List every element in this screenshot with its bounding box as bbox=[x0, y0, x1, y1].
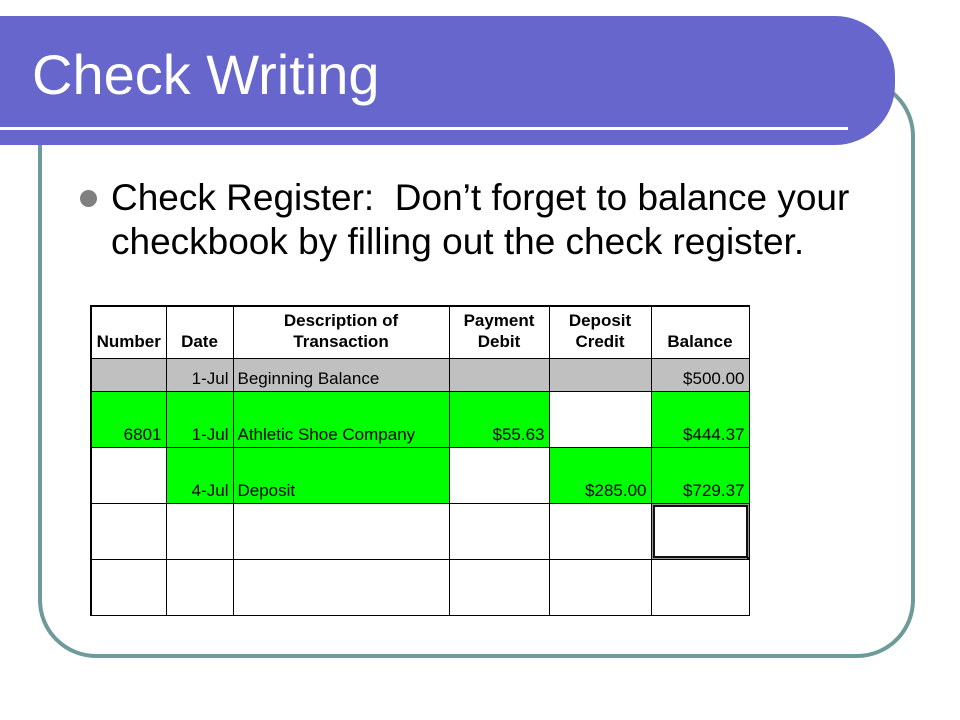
slide-title: Check Writing bbox=[32, 43, 380, 106]
cell-balance: $729.37 bbox=[651, 447, 749, 503]
cell-balance: $500.00 bbox=[651, 358, 749, 391]
cell-description-of-transaction: Athletic Shoe Company bbox=[233, 391, 449, 447]
cell-deposit-credit: $285.00 bbox=[549, 447, 651, 503]
register-header-row bbox=[91, 306, 749, 358]
cell-number: 6801 bbox=[91, 391, 166, 447]
cell-number bbox=[91, 358, 166, 391]
cell-deposit-credit bbox=[549, 503, 651, 559]
cell-payment-debit bbox=[449, 559, 549, 615]
column-header-date: Date bbox=[166, 306, 233, 358]
cell-deposit-credit bbox=[549, 391, 651, 447]
cell-number bbox=[91, 559, 166, 615]
cell-description-of-transaction bbox=[233, 503, 449, 559]
column-header-payment-debit: Payment Debit bbox=[449, 306, 549, 358]
cell-date: 1-Jul bbox=[166, 358, 233, 391]
cell-description-of-transaction: Deposit bbox=[233, 447, 449, 503]
cell-deposit-credit bbox=[549, 559, 651, 615]
column-header-balance: Balance bbox=[651, 306, 749, 358]
register-row bbox=[91, 391, 749, 447]
cell-number bbox=[91, 447, 166, 503]
column-header-description-of-transaction: Description of Transaction bbox=[233, 306, 449, 358]
register-row bbox=[91, 447, 749, 503]
cell-payment-debit bbox=[449, 503, 549, 559]
cell-date bbox=[166, 503, 233, 559]
column-header-number: Number bbox=[91, 306, 166, 358]
cell-deposit-credit bbox=[549, 358, 651, 391]
cell-balance: $444.37 bbox=[651, 391, 749, 447]
cell-date bbox=[166, 559, 233, 615]
register-row bbox=[91, 358, 749, 391]
register-row bbox=[91, 503, 749, 559]
register-row bbox=[91, 559, 749, 615]
cell-balance bbox=[651, 559, 749, 615]
check-register-table bbox=[90, 305, 750, 616]
cell-number bbox=[91, 503, 166, 559]
cell-description-of-transaction: Beginning Balance bbox=[233, 358, 449, 391]
title-underline bbox=[0, 127, 848, 130]
bullet-icon bbox=[80, 190, 97, 207]
cell-date: 1-Jul bbox=[166, 391, 233, 447]
cell-description-of-transaction bbox=[233, 559, 449, 615]
column-header-deposit-credit: Deposit Credit bbox=[549, 306, 651, 358]
cell-payment-debit bbox=[449, 358, 549, 391]
cell-balance bbox=[651, 503, 749, 559]
bullet-text: Check Register: Don’t forget to balance your checkbook by filling out the check register. bbox=[111, 177, 860, 262]
cell-payment-debit bbox=[449, 447, 549, 503]
register-body bbox=[91, 358, 749, 615]
cell-payment-debit: $55.63 bbox=[449, 391, 549, 447]
cell-date: 4-Jul bbox=[166, 447, 233, 503]
register-header bbox=[91, 306, 749, 358]
